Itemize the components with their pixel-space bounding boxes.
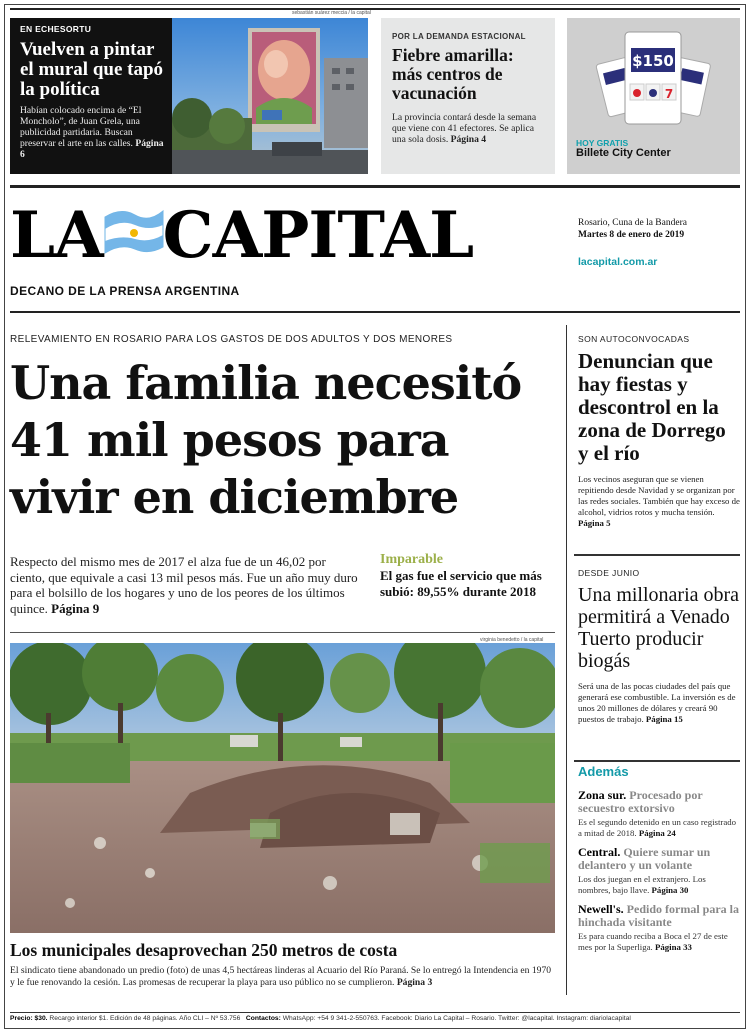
right-rule-1 <box>574 554 740 556</box>
main-lead-page: Página 9 <box>51 600 100 616</box>
footer <box>10 1015 742 1022</box>
teaser-mural-page: Página 6 <box>20 138 164 160</box>
footer-price-label: Precio: $30. <box>10 1015 48 1022</box>
ademas-box <box>572 764 740 994</box>
teaser-fiebre-page: Página 4 <box>450 134 487 145</box>
ademas-item-head <box>578 903 740 928</box>
masthead-top-rule <box>10 185 740 188</box>
teaser-fiebre-body <box>392 112 545 145</box>
main-kicker: RELEVAMIENTO EN ROSARIO PARA LOS GASTOS DE DOS ADULTOS Y DOS MENORES <box>10 334 453 345</box>
photo-body <box>10 965 555 989</box>
footer-contacts-label: Contactos: <box>245 1015 281 1022</box>
footer-rule <box>10 1012 740 1013</box>
teaser-billete-label: HOY GRATIS <box>576 138 629 148</box>
right-story-biogas-title[interactable]: Una millonaria obra permitirá a Venado Tuerto producir biogás <box>578 584 740 672</box>
ademas-item-body-text: Es el segundo detenido en un caso registrado a mitad de 2018. <box>578 817 737 838</box>
photo-body-page: Página 3 <box>396 977 433 988</box>
ademas-item-title: Procesado por secuestro extorsivo <box>578 788 703 815</box>
ademas-item-head <box>578 846 740 871</box>
main-lead <box>10 554 360 616</box>
slot-cards-graphic <box>567 18 740 136</box>
ademas-item-page: Página 30 <box>651 885 689 895</box>
ademas-item-page: Página 33 <box>654 942 692 952</box>
teaser-fiebre-kicker: POR LA DEMANDA ESTACIONAL <box>392 32 526 41</box>
ademas-item[interactable] <box>572 846 740 896</box>
masthead-city: Rosario, Cuna de la Bandera <box>578 218 687 228</box>
slot-amount: $150 <box>632 52 674 70</box>
teaser-billete-subtitle[interactable]: Billete City Center <box>576 147 671 159</box>
masthead-url[interactable]: lacapital.com.ar <box>578 256 658 268</box>
masthead-info <box>578 217 687 268</box>
main-photo <box>10 643 555 933</box>
column-divider <box>566 325 567 995</box>
teaser-mural-body <box>20 105 164 160</box>
ademas-item-body <box>578 874 740 896</box>
right-story-fiestas-body <box>578 474 740 529</box>
right-story-biogas[interactable] <box>578 568 740 725</box>
right-story-fiestas[interactable] <box>578 334 740 529</box>
teaser-mural[interactable] <box>10 18 368 174</box>
ademas-item[interactable] <box>572 903 740 953</box>
photo-body-text: El sindicato tiene abandonado un predio (foto) de unas 4,5 hectáreas linderas al Acuario del Río Paraná. Se lo entregó la Intendencia en 1970 y le fue renovando la cesión. Las promesas de recuperar la playa para uso público no se cumplieron. <box>10 965 552 988</box>
mural-photo-image <box>172 18 368 174</box>
right-story-fiestas-body-text: Los vecinos aseguran que se vienen repitiendo desde Navidad y se organizan por las redes sociales. También que hay exceso de alcohol, vidrios rotos y mucha tensión. <box>578 474 740 517</box>
side-text[interactable]: El gas fue el servicio que más subió: 89,55% durante 2018 <box>380 568 542 599</box>
logo-capital: CAPITAL <box>162 198 474 273</box>
right-story-fiestas-title[interactable]: Denuncian que hay fiestas y descontrol en la zona de Dorrego y el río <box>578 349 726 465</box>
ademas-item-body <box>578 817 740 839</box>
teaser-mural-credit: sebastián suárez meccia / la capital <box>292 10 371 16</box>
ademas-item-lead: Newell's. <box>578 902 624 916</box>
teaser-fiebre-body-text: La provincia contará desde la semana que viene con 41 efectores. Se aplica una sola dosis. <box>392 112 537 145</box>
svg-text:7: 7 <box>664 87 674 101</box>
masthead-tagline: DECANO DE LA PRENSA ARGENTINA <box>10 284 240 298</box>
side-kicker: Imparable <box>380 552 443 567</box>
right-rule-2 <box>574 760 740 762</box>
newspaper-logo[interactable] <box>10 200 473 272</box>
ademas-item-body-text: Los dos juegan en el extranjero. Los nombres, bajo llave. <box>578 874 706 895</box>
ademas-title: Además <box>578 764 629 779</box>
argentine-flag-icon <box>101 203 165 263</box>
right-story-biogas-body-text: Será una de las pocas ciudades del país que generará ese combustible. La inversión es de unos 20 millones de dólares y creará 90 puestos de trabajo. <box>578 681 736 724</box>
footer-contacts: WhatsApp: +54 9 341-2-550763. Facebook: Diario La Capital – Rosario. Twitter: @lacapital. Instagram: diariolacapital <box>282 1015 631 1022</box>
ademas-item-body-text: Es para cuando reciba a Boca el 27 de este mes por la Superliga. <box>578 931 728 952</box>
main-headline[interactable]: Una familia necesitó 41 mil pesos para vivir en diciembre <box>10 356 522 524</box>
masthead-bottom-rule <box>10 311 740 313</box>
ademas-item-lead: Zona sur. <box>578 788 627 802</box>
ademas-item-page: Página 24 <box>638 828 676 838</box>
right-story-fiestas-page: Página 5 <box>578 518 611 528</box>
teaser-billete[interactable] <box>567 18 740 174</box>
footer-price-detail: Recargo interior $1. Edición de 48 páginas. Año CLI – Nº 53.756 <box>49 1015 241 1022</box>
photo-rule <box>10 632 555 633</box>
top-rule <box>10 8 740 10</box>
right-story-biogas-page: Página 15 <box>645 714 683 724</box>
ademas-item-lead: Central. <box>578 845 621 859</box>
logo-la: LA <box>10 198 103 273</box>
teaser-fiebre[interactable] <box>381 18 555 174</box>
right-story-biogas-kicker: DESDE JUNIO <box>578 568 640 578</box>
teaser-fiebre-title[interactable]: Fiebre amarilla: más centros de vacunación <box>392 45 514 103</box>
photo-title[interactable]: Los municipales desaprovechan 250 metros de costa <box>10 940 398 960</box>
ademas-item-title: Pedido formal para la hinchada visitante <box>578 902 739 929</box>
teaser-mural-title[interactable]: Vuelven a pintar el mural que tapó la política <box>20 39 164 100</box>
right-story-biogas-body <box>578 681 740 725</box>
masthead-date: Martes 8 de enero de 2019 <box>578 230 685 240</box>
main-photo-image <box>10 643 555 933</box>
main-lead-text: Respecto del mismo mes de 2017 el alza fue de un 46,02 por ciento, que equivale a casi 13 mil pesos más. Fue un año muy duro para el bolsillo de los hogares y uno de los peores de los últimos quince. <box>10 554 358 616</box>
ademas-item-body <box>578 931 740 953</box>
mural-photo <box>172 18 368 174</box>
ademas-item-title: Quiere sumar un delantero y un volante <box>578 845 711 872</box>
photo-credit: virginia benedetto / la capital <box>480 637 544 643</box>
teaser-mural-text <box>10 18 172 174</box>
right-story-fiestas-kicker: SON AUTOCONVOCADAS <box>578 334 690 344</box>
ademas-item[interactable] <box>572 789 740 839</box>
ademas-item-head <box>578 789 740 814</box>
teaser-mural-kicker: EN ECHESORTU <box>20 24 92 34</box>
teaser-mural-body-text: Habían colocado encima de “El Moncholo”, de Juan Grela, una publicidad partidaria. Buscan preservar el arte en las calles. <box>20 105 142 149</box>
